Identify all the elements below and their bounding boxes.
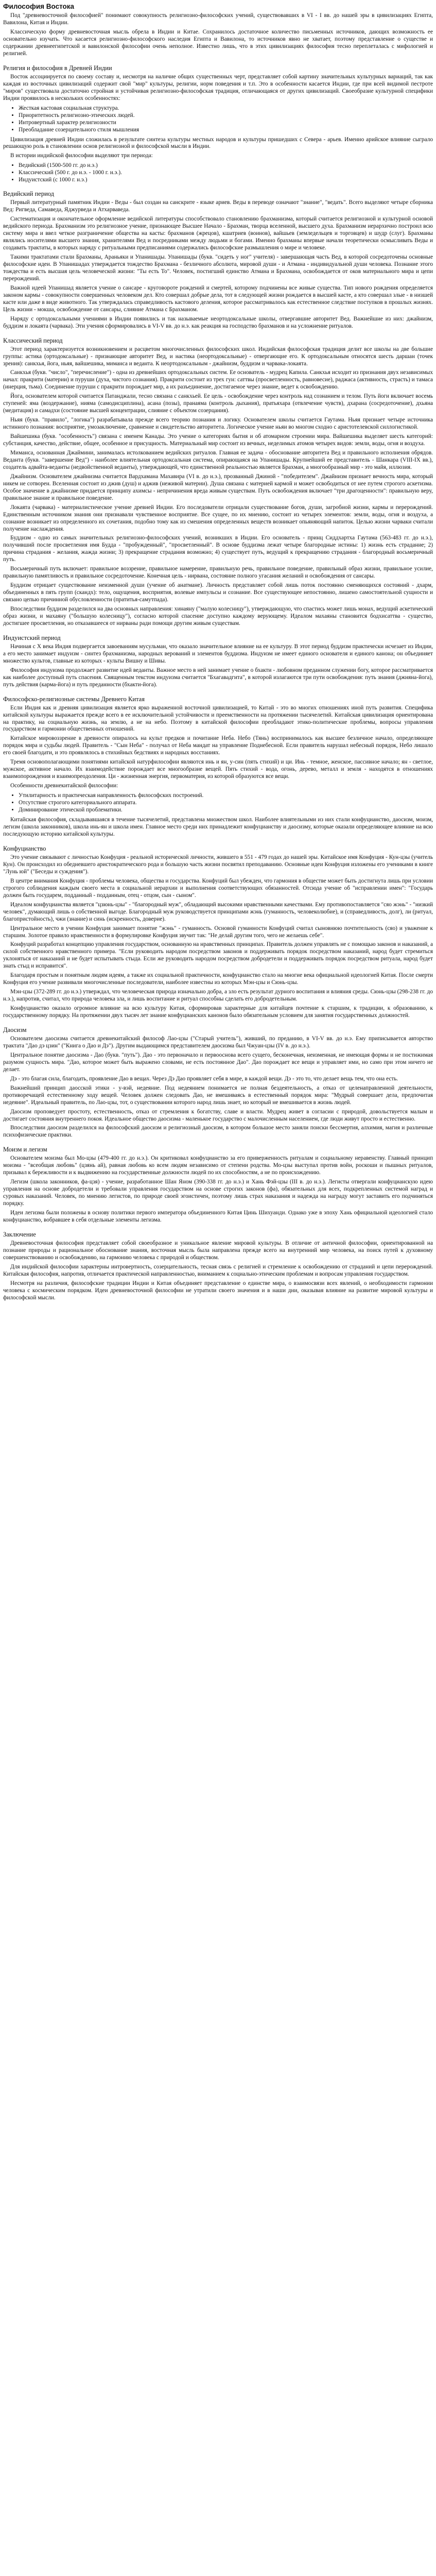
paragraph: Миманса, основанная Джаймини, занималась истолкованием ведийских ритуалов. Главная ее задача - обоснование авторитета Вед и правильного исполнения обрядов. Веданта (букв. "завершение Вед") - наиболее влиятельная ортодоксальная система, опирающаяся на Упанишады. Крупнейший ее представитель - Шанкара (VIII-IX вв.), создатель адвайта-веданты (недвойственной веданты), утверждающей, что единственной реальностью является Брахман, а многообразный мир - это майя, иллюзия. [3,449,433,470]
section-heading: Философско-религиозные системы Древнего Китая [3,695,145,703]
paragraph: Основателем даосизма считается древнекитайский философ Лао-цзы ("Старый учитель"), живший, по преданию, в VI-V вв. до н.э. Ему приписывается авторство трактата "Дао дэ цзин" ("Книга о Дао и Дэ"). Другим выдающимся представителем даосизма был Чжуан-цзы (IV в. до н.э.). [3,1035,433,1049]
paragraph: Китайская философия, складывавшаяся в течение тысячелетий, представлена множеством школ. Наиболее влиятельными из них стали конфуцианство, даосизм, моизм, легизм (школа законников), школа инь-ян и школа имен. Главное место среди них принадлежит конфуцианству и даосизму, которые оказали определяющее влияние на всю последующую историю китайской культуры. [3,817,433,838]
section-heading: Даосизм [3,1026,27,1033]
section-5 [3,844,433,1020]
paragraph: Центральное понятие даосизма - Дао (букв. "путь"). Дао - это первоначало и первооснова всего сущего, бесконечная, неизменная, не имеющая формы и не постижимая разумом сущность мира. "Дао, которое может быть выражено словами, не есть постоянное Дао". Дао порождает все вещи и управляет ими, но само при этом ничего не делает. [3,1052,433,1073]
section-heading: Классический период [3,336,63,344]
bullet-item: • Жесткая кастовая социальная структура. [19,105,433,112]
bullet-item: • Преобладание созерцательного стиля мышления [19,126,433,133]
paragraph: Философия индуизма продолжает развитие идей веданты. Важное место в ней занимает учение о бхакти - любовном преданном служении богу, которое рассматривается как наиболее доступный путь спасения. Священным текстом индуизма считается "Бхагавадгита", в которой излагаются три пути освобождения: путь знания (джняна-йога), путь действия (карма-йога) и путь преданности (бхакти-йога). [3,667,433,688]
bullet-item: • Ведийский (1500-500 гг. до н.э.) [19,162,433,169]
bullet-item: • Доминирование этической проблематики. [19,806,433,814]
paragraph: Мэн-цзы (372-289 гг. до н.э.) утверждал, что человеческая природа изначально добра, а зло есть результат дурного воспитания и влияния среды. Сюнь-цзы (298-238 гг. до н.э.), напротив, считал, что природа человека зла, и лишь воспитание и ритуал способны сделать его добродетельным. [3,989,433,1003]
paragraph: Систематизация и окончательное оформление ведийской литературы способствовало становлению брахманизма, который считается религиозной и культурной основой ведийского периода. Брахманизм это религиозное учение, признающее Высшее Начало - Брахман, творца вселенной, высшего духа. Брахманизм иерархично построил всю систему мира и ввел четкое разграничение общества на касты: брахманов (жрецов), кшатриев (воинов), вайшьев (земледельцев и торговцев) и шудр (слуг). Брахманы являлись носителями высшего знания, хранителями Вед и посредниками между людьми и богами. Именно брахманы впервые начали теоретически осмысливать Веды и создавать трактаты, в которых наряду с ритуальными предписаниями содержались философские размышления о мире и человеке. [3,216,433,251]
paragraph: Йога, основателем которой считается Патанджали, тесно связана с санкхьей. Ее цель - освобождение через контроль над сознанием и телом. Путь йоги включает восемь ступеней: яма (воздержание), нияма (самодисциплина), асана (позы), пранаяма (контроль дыхания), пратьяхара (отвлечение чувств), дхарана (сосредоточение), дхьяна (медитация) и самадхи (состояние высшей концентрации, слияние с объектом созерцания). [3,393,433,414]
paragraph: Благодаря простым и понятным людям идеям, а также их социальной практичности, конфуцианство стало на многие века официальной идеологией Китая. После смерти Конфуция его учение развивали многочисленные последователи, наиболее известны из которых Мэн-цзы и Сюнь-цзы. [3,972,433,986]
bullet-list [3,792,433,814]
paragraph: Несмотря на различия, философские традиции Индии и Китая объединяет представление о единстве мира, о взаимосвязи всех явлений, о необходимости гармонии человека с космическим порядком. Идеи древневосточной философии не утратили своего значения и в наши дни, оказывая влияние на развитие мировой культуры и философской мысли. [3,1280,433,1301]
paragraph: Первый литературный памятник Индии - Веды - был создан на санскрите - языке ариев. Веды в переводе означают "знание", "ведать". Всего выделяют четыре сборника Вед: Ригведа, Самаведа, Яджурведа и Атхарваведа. [3,199,433,213]
paragraph: Впоследствии буддизм разделился на два основных направления: хинаяну ("малую колесницу"), утверждающую, что спастись может лишь монах, ведущий аскетический образ жизни, и махаяну ("большую колесницу"), согласно которой спасение доступно каждому верующему. Идеалом махаяны становится бодхисаттва - существо, достигшее просветления, но отказавшееся от нирваны ради помощи другим живым существам. [3,606,433,626]
paragraph: В истории индийской философии выделяют три периода: [10,152,153,159]
bullet-item: • Отсутствие строгого категориального аппарата. [19,799,433,806]
paragraph: Для индийской философии характерны интровертность, созерцательность, тесная связь с религией и стремление к освобождению от страданий и цепи перерождений. Китайская философия, напротив, отличается практической направленностью, вниманием к социально-этическим проблемам и вопросам управления государством. [3,1263,433,1277]
paragraph: Цивилизация древней Индии сложилась в результате синтеза культуры местных народов и культуры пришедших с Севера - арьев. Именно арийское влияние сыграло решающую роль в становлении основ религиозной и философской мысли в Индии. [3,136,433,150]
paragraph: Такими трактатами стали Брахманы, Араньяки и Упанишады. Упанишады (букв. "сидеть у ног" учителя) - завершающая часть Вед, в которой сосредоточены основные философские идеи. В Упанишадах утверждается тождество Брахмана - безличного абсолюта, мировой души - и Атмана - индивидуальной души человека. Познание этого тождества и есть высшая цель человеческой жизни: "Ты есть То". Человек, постигший единство Атмана и Брахмана, освобождается от оков материального мира и цепи перерождений. [3,254,433,282]
paragraph: Вайшешика (букв. "особенность") связана с именем Канады. Это учение о категориях бытия и об атомарном строении мира. Вайшешика выделяет шесть категорий: субстанция, качество, действие, общее, особенное и присущность. Материальный мир состоит из вечных, неделимых атомов четырех видов: земли, воды, огня и воздуха. [3,433,433,447]
section-heading: Моизм и легизм [3,1146,47,1154]
intro-paragraph-2: Классическую форму древневосточная мысль обрела в Индии и Китае. Сохранилось достаточное количество письменных источников, дающих возможность ее основательно изучать. Что касается религиозно-философского наследия Египта и Вавилона, то источников явно не хватает, поэтому представление о существе и содержании древнеегипетской и вавилонской философии очень неполное. Известно лишь, что в этих цивилизациях философия тесно переплеталась с мифологией и религией. [3,28,433,57]
paragraph: Это учение связывают с личностью Конфуция - реальной исторической личности, жившего в 551 - 479 годах до нашей эры. Китайское имя Конфуция - Кун-цзы (учитель Кун). Он происходил из обедневшего аристократического рода и большую часть жизни посвятил преподаванию. Основные идеи Конфуция изложены его учениками в книге "Лунь юй" ("Беседы и суждения"). [3,854,433,875]
paragraph: Центральное место в учении Конфуция занимает понятие "жэнь" - гуманность. Основой гуманности Конфуций считал сыновнюю почтительность (сяо) и уважение к старшим. Золотое правило нравственности в формулировке Конфуция звучит так: "Не делай другим того, чего не желаешь себе". [3,925,433,939]
paragraph: Восьмеричный путь включает: правильное воззрение, правильное намерение, правильную речь, правильное поведение, правильный образ жизни, правильное усилие, правильную памятливость и правильное сосредоточение. Конечная цель - нирвана, состояние полного угасания желаний и освобождения от сансары. [3,566,433,580]
section-2 [3,336,433,628]
bullet-list [3,105,433,133]
paragraph: Тремя основополагающими понятиями китайской натурфилософии являются инь и ян, у-син (пять стихий) и ци. Инь - темное, женское, пассивное начало; ян - светлое, мужское, активное начало. Их взаимодействие порождает все многообразие вещей. Пять стихий - вода, огонь, дерево, металл и земля - находятся в отношениях взаимопорождения и взаимопреодоления. Ци - жизненная энергия, первоматерия, из которой образуются все вещи. [3,759,433,780]
page-title: Философия Востока [3,3,75,10]
paragraph: Конфуций разработал концепцию управления государством, основанную на нравственных принципах. Правитель должен управлять не с помощью законов и наказаний, а силой собственного нравственного примера. "Если руководить народом посредством законов и поддерживать порядок посредством наказаний, народ будет стремиться уклоняться от наказаний и не будет испытывать стыда. Если же руководить народом посредством добродетели и поддерживать порядок посредством ритуала, народ будет знать стыд и исправится". [3,941,433,970]
paragraph: Легизм (школа законников, фа-цзя) - учение, разработанное Шан Яном (390-338 гг. до н.э.) и Хань Фэй-цзы (III в. до н.э.). Легисты отвергали конфуцианскую идею управления на основе добродетели и требовали управления государством на основе строгих законов (фа), обязательных для всех, подкрепленных системой наград и суровых наказаний. Человек, по мнению легистов, по природе своей эгоистичен, поэтому лишь страх наказания и надежда на награду могут заставить его подчиняться порядку. [3,1179,433,1207]
section-4 [3,695,433,838]
paragraph: Восток ассоциируется по своему составу и, несмотря на наличие общих существенных черт, представляет собой картину значительных культурных вариаций, так как каждая из восточных цивилизаций содержит свой "мир" культуры, религии, норм поведения и т.п. Это в особенности касается Индии, где при всей видимой пестроте "миров" существовала достаточно стройная и устойчивая религиозно-философская традиция, отличающаяся от других цивилизаций. Своеобразие культурной специфики Индии проявилось в нескольких особенностях: [3,73,433,101]
section-heading: Ведийский период [3,190,55,198]
paragraph: Буддизм - одно из самых значительных религиозно-философских учений, возникших в Индии. Его основатель - принц Сиддхартха Гаутама (563-483 гг. до н.э.), получивший после просветления имя Будда - "пробужденный", "просветленный". В основе буддизма лежат четыре благородные истины: 1) жизнь есть страдание; 2) причина страдания - желания, жажда жизни; 3) прекращение страдания возможно; 4) существует путь, ведущий к прекращению страдания - благородный восьмеричный путь. [3,535,433,563]
paragraph: Важнейший принцип даосской этики - у-вэй, недеяние. Под недеянием понимается не полная бездеятельность, а отказ от целенаправленной деятельности, противоречащей естественному ходу вещей. Человек должен следовать Дао, не вмешиваясь в естественный порядок мира: "Мудрый совершает дела, предпочитая недеяние". Идеальный правитель, по Лао-цзы, тот, о существовании которого народ лишь знает, но который не вмешивается в жизнь людей. [3,1084,433,1106]
bullet-item: • Приоритетность религиозно-этических людей. [19,112,433,119]
section-heading: Заключение [3,1230,36,1238]
bullet-item: • Индуистский (с 1000 г. н.э.) [19,176,433,183]
bullet-list [3,162,433,183]
section-3 [3,634,433,689]
paragraph: Локаята (чарвака) - материалистическое учение древней Индии. Его последователи отрицали существование богов, души, загробной жизни, кармы и перерождений. Единственным источником знания они признавали чувственное восприятие. Все сущее, по их мнению, состоит из четырех элементов: земли, воды, огня и воздуха, а сознание возникает из определенного их сочетания, подобно тому как из смешения определенных веществ возникает опьяняющий напиток. Целью жизни чарваки считали получение наслаждения. [3,504,433,532]
section-6 [3,1026,433,1139]
section-1 [3,190,433,330]
paragraph: Идеи легизма были положены в основу политики первого императора объединенного Китая Цинь Шихуанди. Однако уже в эпоху Хань официальной идеологией стало конфуцианство, вобравшее в себя отдельные элементы легизма. [3,1210,433,1223]
section-8 [3,1230,433,1302]
paragraph: Наряду с ортодоксальными учениями в Индии появились и так называемые неортодоксальные школы, отвергавшие авторитет Вед. Важнейшие из них: джайнизм, буддизм и локаята (чарвака). Эти учения сформировались в VI-V вв. до н.э. как реакция на господство брахманов и на усложнение ритуалов. [3,315,433,329]
paragraph: Начиная с X века Индия подвергается завоеваниям мусульман, что оказало значительное влияние на ее культуру. В этот период буддизм практически исчезает из Индии, а его место занимает индуизм - синтез брахманизма, народных верований и элементов буддизма. Индуизм не имеет единого основателя и единого канона; он объединяет множество культов, главные из которых - культы Вишну и Шивы. [3,643,433,664]
paragraph: Санкхья (букв. "число", "перечисление") - одна из древнейших ортодоксальных систем. Ее основатель - мудрец Капила. Санкхья исходит из признания двух независимых начал: пракрити (материи) и пуруши (духа, чистого сознания). Пракрити состоит из трех гун: саттвы (просветленность, равновесие), раджаса (активность, страсть) и тамаса (инерция, тьма). Соединение пуруши с пракрити порождает мир, а их разъединение, достигаемое через знание, ведет к освобождению. [3,369,433,391]
bullet-item: • Интровертный характер религиозности [19,119,433,126]
paragraph: Впоследствии даосизм разделился на философский даосизм и религиозный даосизм, в котором большое место заняли поиски бессмертия, алхимия, магия и различные психофизические практики. [3,1125,433,1139]
paragraph: Ньяя (букв. "правило", "логика") разрабатывала прежде всего теорию познания и логику. Основателем школы считается Гаутама. Ньяя признает четыре источника истинного познания: восприятие, умозаключение, сравнение и свидетельство авторитета. Логическое учение ньяи во многом сходно с аристотелевской силлогистикой. [3,417,433,431]
paragraph: Джайнизм. Основателем джайнизма считается Вардхамана Махавира (VI в. до н.э.), прозванный Джиной - "победителем". Джайнизм признает вечность мира, который никем не сотворен. Вселенная состоит из джив (душ) и аджив (неживой материи). Душа связана с материей кармой и может освободиться от нее путем строгого аскетизма. Особое значение в джайнизме придается принципу ахимсы - непричинения вреда живым существам. Путь освобождения включает "три драгоценности": правильную веру, правильное знание и правильное поведение. [3,473,433,501]
bullet-item: • Классический (500 г. до н.э. - 1000 г. н.э.). [19,169,433,176]
paragraph: Дэ - это благая сила, благодать, проявление Дао в вещах. Через Дэ Дао проявляет себя в мире, в каждой вещи. Дэ - это то, что делает вещь тем, что она есть. [10,1075,398,1082]
section-7 [3,1145,433,1224]
section-0 [3,64,433,184]
paragraph: Древневосточная философия представляет собой своеобразное и уникальное явление мировой культуры. В отличие от античной философии, ориентированной на познание природы и рациональное обоснование знания, восточная мысль была направлена прежде всего на внутренний мир человека, на поиск путей к духовному совершенствованию и освобождению, на гармонию человека с природой и обществом. [3,1240,433,1261]
paragraph: Даосизм проповедует простоту, естественность, отказ от стремления к богатству, славе и власти. Мудрец живет в согласии с природой, довольствуется малым и достигает состояния внутреннего покоя. Идеальное общество даосизма - маленькое государство с малочисленным населением, где люди живут просто и естественно. [3,1108,433,1122]
paragraph: Буддизм отрицает существование неизменной души (учение об анатмане). Личность представляет собой лишь поток постоянно сменяющихся состояний - дхарм, объединенных в пять групп (скандх): тело, ощущения, восприятия, волевые импульсы и сознание. Все существующее непостоянно, лишено самостоятельной сущности и связано цепью причинной обусловленности (пратитья-самутпада). [3,582,433,603]
paragraph: Если Индия как и древняя цивилизация является ярко выраженной восточной цивилизацией, то Китай - это во многих отношениях иной путь развития. Специфика китайской культуры выражается прежде всего в ее исключительной устойчивости и преемственности на протяжении тысячелетий. Китайская цивилизация ориентирована на практику, на социальную жизнь, на землю, а не на небо. Поэтому в китайской философии преобладают этико-политические проблемы, вопросы управления государством и гармонии общественных отношений. [3,704,433,733]
paragraph: Этот период характеризуется возникновением и расцветом многочисленных философских школ. Индийская философская традиция делит все школы на две большие группы: астика (ортодоксальные) - признающие авторитет Вед, и настика (неортодоксальные) - отвергающие его. К ортодоксальным относятся шесть даршан (точек зрения): санкхья, йога, ньяя, вайшешика, миманса и веданта. К неортодоксальным - джайнизм, буддизм и чарвака-локаята. [3,346,433,367]
paragraph: Особенности древнекитайской философии: [10,783,118,789]
section-heading: Конфуцианство [3,844,46,852]
section-heading: Религия и философия в Древней Индии [3,64,112,72]
intro-paragraph: Под "древневосточной философией" понимают совокупность религиозно-философских учений, существовавших в VI - I вв. до нашей эры в цивилизациях Египта, Вавилона, Китая и Индии. [3,12,433,26]
paragraph: Китайское мировоззрение в древности опиралось на культ предков и почитание Неба. Небо (Тянь) воспринималось как высшее безличное начало, определяющее порядок мира и судьбы людей. Правитель - "Сын Неба" - получал от Неба мандат на управление Поднебесной. Если правитель нарушал небесный порядок, Небо лишало его своей благодати, и это проявлялось в стихийных бедствиях и народных восстаниях. [3,735,433,756]
paragraph: Основателем моизма был Мо-цзы (479-400 гг. до н.э.). Он критиковал конфуцианство за его приверженность ритуалам и социальному неравенству. Главный принцип моизма - "всеобщая любовь" (цзянь ай), равная любовь ко всем людям независимо от степени родства. Мо-цзы выступал против войн, роскоши и пышных ритуалов, призывал к бережливости и к выдвижению на государственные должности людей по их способностям, а не по происхождению. [3,1155,433,1176]
paragraph: Конфуцианство оказало огромное влияние на всю культуру Китая, сформировав характерные для китайцев почтение к старшим, к традиции, к образованию, к государственному порядку. На протяжении двух тысяч лет знание конфуцианских канонов было обязательным условием для занятия государственных должностей. [3,1005,433,1019]
document-sections [3,64,433,1302]
bullet-item: • Утилитарность и практическая направленность философских построений. [19,792,433,799]
paragraph: В центре внимания Конфуция - проблемы человека, общества и государства. Конфуций был убежден, что гармония в обществе может быть достигнута лишь при условии строгого соблюдения каждым своего места в социальной иерархии и выполнения соответствующих обязанностей. Отсюда учение об "исправлении имен": "Государь должен быть государем, подданный - подданным, отец - отцом, сын - сыном". [3,877,433,899]
section-heading: Индуистский период [3,634,61,641]
paragraph: Важной идеей Упанишад является учение о сансаре - круговороте рождений и смертей, которому подчинены все живые существа. Тип нового рождения определяется законом кармы - совокупности совершенных человеком дел. Кто совершал добрые дела, тот в следующей жизни рождается в высшей касте, а кто совершал злые - в низшей касте или даже в виде животного. Так утверждалась справедливость кастового деления, которое рассматривалось как естественное следствие поступков в прошлых жизнях. Цель жизни - мокша, освобождение от сансары, слияние Атмана с Брахманом. [3,284,433,313]
paragraph: Идеалом конфуцианства является "цзюнь-цзы" - "благородный муж", обладающий высокими нравственными качествами. Ему противопоставляется "сяо жэнь" - "низкий человек", думающий лишь о собственной выгоде. Благородный муж руководствуется принципами жэнь (гуманность, человеколюбие), и (справедливость, долг), ли (ритуал, благопристойность), чжи (знание) и синь (искренность, доверие). [3,901,433,922]
